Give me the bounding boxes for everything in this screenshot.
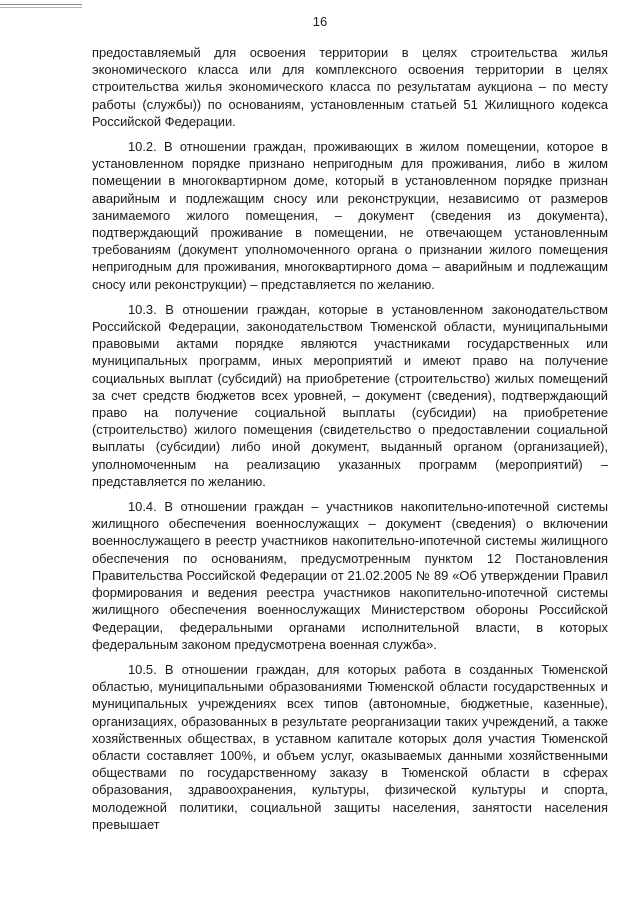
paragraph-10-4: 10.4. В отношении граждан – участников накопительно-ипотечной системы жилищного обеспечения военнослужащих – документ (сведения) о включении военнослужащего в реестр участников накопительно-ипотечной системы жилищного обеспечения по основаниям, предусмотренным пунктом 12 Постановления Правительства Российской Федерации от 21.02.2005 № 89 «Об утверждении Правил формирования и ведения реестра участников накопительно-ипотечной системы жилищного обеспечения военнослужащих Министерством обороны Российской Федерации, федеральными органами исполнительной власти, в которых федеральным законом предусмотрена военная служба». [92, 499, 608, 652]
scan-corner-mark [0, 4, 82, 8]
paragraph-continuation: предоставляемый для освоения территории в целях строительства жилья экономического класса или для комплексного освоения территории в целях строительства жилья экономического класса по результатам аукциона – по месту работы (службы)) по основаниям, установленным статьей 51 Жилищного кодекса Российской Федерации. [92, 45, 608, 129]
paragraph-10-5: 10.5. В отношении граждан, для которых работа в созданных Тюменской областью, муниципальными образованиями Тюменской области государственных и муниципальных учреждениях всех типов (автономные, бюджетные, казенные), организациях, образованных в результате реорганизации таких учреждений, а также хозяйственных обществах, в уставном капитале которых доля участия Тюменской области составляет 100%, и объем услуг, оказываемых данными хозяйственными обществами по государственному заказу в Тюменской области в сферах образования, здравоохранения, культуры, физической культуры и спорта, молодежной политики, социальной защиты населения, занятости населения превышает [92, 661, 608, 832]
paragraph-10-2: 10.2. В отношении граждан, проживающих в жилом помещении, которое в установленном порядке признано непригодным для проживания, либо в жилом помещении в многоквартирном доме, который в установленном порядке признан аварийным и подлежащим сносу или реконструкции, независимо от размеров занимаемого жилого помещения, – документ (сведения из документа), подтверждающий проживание в помещении, не отвечающем установленным требованиям (документ уполномоченного органа о признании жилого помещения непригодным для проживания, многоквартирного дома – аварийным и подлежащим сносу или реконструкции) – представляется по желанию. [92, 139, 608, 292]
document-body [92, 44, 608, 841]
page-number: 16 [312, 14, 328, 29]
paragraph-10-3: 10.3. В отношении граждан, которые в установленном законодательством Российской Федерации, законодательством Тюменской области, муниципальными правовыми актами порядке являются участниками государственных или муниципальных программ, иных мероприятий и имеют право на получение социальных выплат (субсидий) на приобретение (строительство) жилых помещений за счет средств бюджетов всех уровней, – документ (сведения), подтверждающий право на получение социальной выплаты (субсидии) на приобретение (строительство) жилого помещения (свидетельство о предоставлении социальной выплаты (субсидии) либо иной документ, выданный органом (организацией), уполномоченным на реализацию указанных программ (мероприятий) – представляется по желанию. [92, 301, 608, 489]
